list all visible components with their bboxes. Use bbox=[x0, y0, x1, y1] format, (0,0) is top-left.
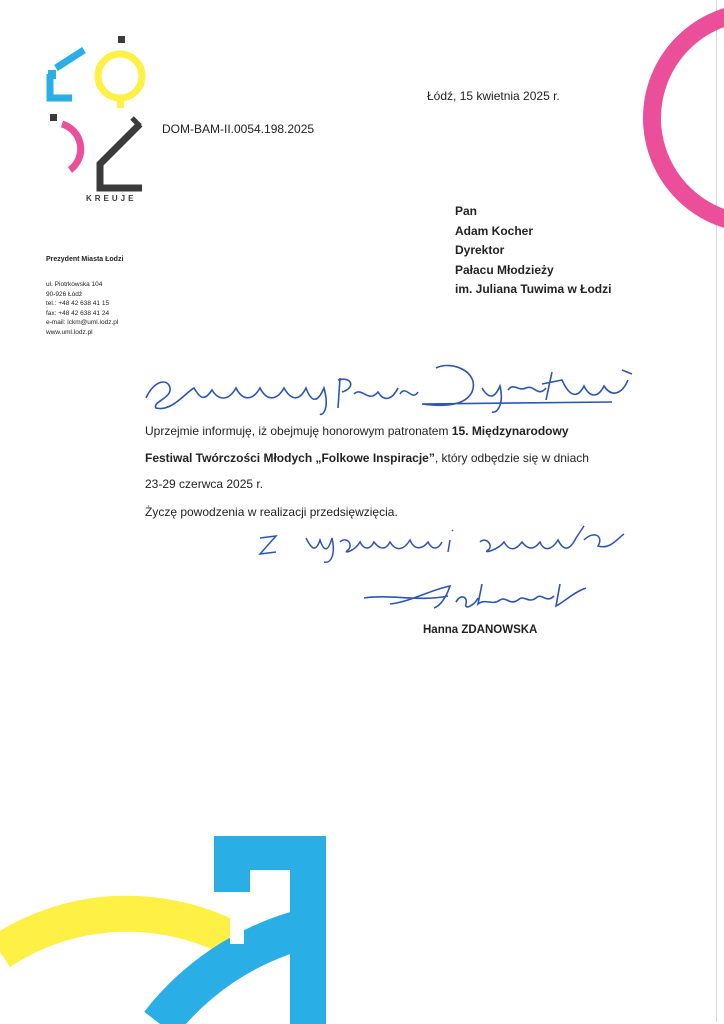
logo-dark-tick bbox=[132, 118, 140, 126]
addressee-line: im. Juliana Tuwima w Łodzi bbox=[455, 282, 612, 296]
festival-number: 15. Międzynarodowy bbox=[451, 424, 569, 438]
addressee-line: Pan bbox=[455, 204, 478, 218]
paragraph-patronage bbox=[145, 418, 631, 498]
address-phone: tel.: +48 42 638 41 15 bbox=[46, 300, 110, 308]
logo-wordmark: KREUJE bbox=[86, 194, 137, 203]
addressee-line: Adam Kocher bbox=[455, 223, 534, 238]
logo-pink-arc bbox=[62, 124, 81, 170]
sender-title: Prezydent Miasta Łodzi bbox=[46, 256, 124, 263]
paragraph-wishes: Życzę powodzenia w realizacji przedsięwzięcia. bbox=[145, 504, 398, 519]
lodz-logo bbox=[40, 34, 150, 209]
logo-yellow-ring bbox=[98, 54, 142, 98]
address-website[interactable]: www.uml.lodz.pl bbox=[46, 328, 93, 336]
body-text-span: , który odbędzie się w dniach bbox=[434, 450, 589, 465]
logo-cyan-diag bbox=[56, 50, 84, 68]
logo-gray-dot bbox=[50, 114, 57, 121]
address-postal: 90-926 Łódź bbox=[46, 290, 83, 298]
address-email[interactable]: e-mail: lckm@uml.lodz.pl bbox=[46, 319, 119, 327]
festival-name: Festiwal Twórczości Młodych „Folkowe Inspiracje” bbox=[145, 450, 435, 465]
logo-dark-shape bbox=[100, 124, 142, 188]
body-text-span: Uprzejmie informuję, iż obejmuję honorowym patronatem bbox=[145, 424, 452, 438]
yellow-arc-decoration bbox=[0, 914, 230, 952]
handwritten-signature bbox=[360, 576, 600, 616]
addressee-line: Pałacu Młodzieży bbox=[455, 262, 554, 277]
signer-name: Hanna ZDANOWSKA bbox=[423, 624, 538, 636]
festival-dates: 23-29 czerwca 2025 r. bbox=[145, 477, 264, 491]
logo-cyan-stroke bbox=[50, 74, 72, 98]
address-street: ul. Piotrkowska 104 bbox=[46, 281, 103, 288]
addressee-line: Dyrektor bbox=[455, 243, 505, 257]
logo-yellow-dot bbox=[118, 36, 125, 43]
logo-yellow-stem bbox=[117, 96, 124, 108]
addressee-block bbox=[455, 202, 611, 300]
letter-body bbox=[145, 418, 631, 525]
reference-number: DOM-BAM-II.0054.198.2025 bbox=[162, 122, 315, 136]
sender-address bbox=[46, 280, 118, 338]
pink-ring-decoration bbox=[652, 12, 724, 224]
white-gap bbox=[230, 902, 244, 944]
handwritten-salutation bbox=[142, 358, 640, 418]
letter-date: Łódź, 15 kwietnia 2025 r. bbox=[427, 89, 560, 103]
cyan-arc-decoration bbox=[160, 930, 300, 1024]
address-fax: fax: +48 42 638 41 24 bbox=[46, 309, 110, 317]
cyan-block-decoration bbox=[214, 836, 326, 1024]
